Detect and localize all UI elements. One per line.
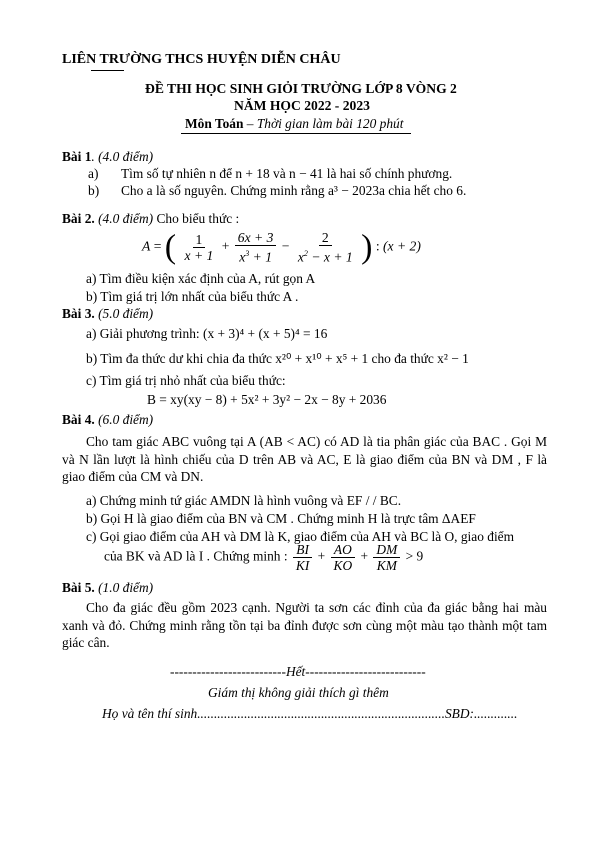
end-marker: --------------------------Hết---------------------------	[170, 664, 426, 679]
bai2-intro: Cho biểu thức :	[153, 211, 240, 226]
bai2-b-text: b) Tìm giá trị lớn nhất của biểu thức A .	[86, 289, 299, 304]
bai4-b-text: b) Gọi H là giao điểm của BN và CM . Chứng minh H là trực tâm ΔAEF	[86, 511, 476, 526]
bai4-points: (6.0 điểm)	[94, 412, 154, 427]
bai4-label: Bài 4.	[62, 412, 95, 427]
bai4-paragraph: Cho tam giác ABC vuông tại A (AB < AC) có AD là tia phân giác của BAC . Gọi M và N lần lượt là hình chiếu của D trên AB và AC, E là giao điểm của BN và DM , F là giao điểm của CM và DN.	[62, 434, 547, 485]
bai3-b-text: b) Tìm đa thức dư khi chia đa thức x²⁰ + x¹⁰ + x⁵ + 1 cho đa thức x² − 1	[86, 351, 469, 366]
bai1-b-mark: b)	[88, 183, 100, 198]
bai3-label: Bài 3.	[62, 306, 95, 321]
ratio-dm-km: $\frac{DM}{KM}$	[373, 542, 400, 573]
bai2-label: Bài 2.	[62, 211, 95, 226]
ratio-ao-ko: $\frac{AO}{KO}$	[331, 542, 356, 573]
candidate-name-line: Họ và tên thí sinh..........................................................................SBD:.............	[102, 706, 518, 721]
bai5-label: Bài 5.	[62, 580, 95, 595]
bai1-heading	[62, 149, 153, 165]
bai4-c-text2: của BK và AD là I . Chứng minh :	[104, 548, 288, 564]
subject-line	[185, 116, 403, 132]
bai3-c-text: c) Tìm giá trị nhỏ nhất của biểu thức:	[86, 373, 286, 388]
bai2-a-text: a) Tìm điều kiện xác định của A, rút gọn A	[86, 271, 316, 286]
bai5-points: (1.0 điểm)	[94, 580, 154, 595]
school-name: LIÊN TRƯỜNG THCS HUYỆN DIỄN CHÂU	[62, 52, 341, 67]
title-underline	[181, 133, 411, 134]
bai3-c-expr: B = xy(xy − 8) + 5x² + 3y² − 2x − 8y + 2036	[147, 392, 387, 407]
ratio-bi-ki: $\frac{BI}{KI}$	[293, 542, 312, 573]
bai1-a-mark: a)	[88, 166, 99, 181]
bai2-points: (4.0 điểm)	[94, 211, 154, 226]
bai4-c-text: c) Gọi giao điểm của AH và DM là K, giao điểm của AH và BC là O, giao điểm	[86, 529, 515, 544]
exam-time: – Thời gian làm bài 120 phút	[243, 116, 404, 131]
bai4-heading	[62, 412, 153, 428]
bai4-c-tail: > 9	[405, 548, 424, 564]
bai3-a-text: a) Giải phương trình: (x + 3)⁴ + (x + 5)⁴ = 16	[86, 326, 328, 341]
bai3-points: (5.0 điểm)	[94, 306, 154, 321]
school-year: NĂM HỌC 2022 - 2023	[234, 98, 370, 113]
bai5-heading	[62, 580, 153, 596]
school-underline	[91, 70, 124, 71]
bai3-heading	[62, 306, 153, 322]
exam-title: ĐỀ THI HỌC SINH GIỎI TRƯỜNG LỚP 8 VÒNG 2	[145, 81, 457, 96]
subject-name: Môn Toán	[185, 116, 244, 131]
bai4-c-line2: của BK và AD là I . Chứng minh : $\frac{BI}{KI}$ + $\frac{AO}{KO}$ + $\frac{DM}{KM}$ > 9	[104, 542, 424, 573]
bai1-points: . (4.0 điểm)	[91, 149, 154, 164]
bai1-label: Bài 1	[62, 149, 92, 164]
bai5-paragraph: Cho đa giác đều gồm 2023 cạnh. Người ta sơn các đỉnh của đa giác bằng hai màu xanh và đỏ. Chứng minh rằng tồn tại ba đỉnh được sơn cùng một màu tạo thành một tam giác cân.	[62, 600, 547, 651]
bai1-a-text: Tìm số tự nhiên n để n + 18 và n − 41 là hai số chính phương.	[121, 166, 453, 181]
bai2-heading	[62, 211, 239, 227]
invigilator-note: Giám thị không giải thích gì thêm	[208, 685, 389, 700]
bai2-formula: A = ( $\frac{1}{x + 1}$ + $\frac{6x + 3}{x^3 + 1}$ − $\frac{2}{x^2 - x + 1}$ ) : (x + 2)	[142, 228, 421, 266]
bai4-a-text: a) Chứng minh tứ giác AMDN là hình vuông và EF / / BC.	[86, 493, 402, 508]
bai1-b-text: Cho a là số nguyên. Chứng minh rằng a³ − 2023a chia hết cho 6.	[121, 183, 467, 198]
